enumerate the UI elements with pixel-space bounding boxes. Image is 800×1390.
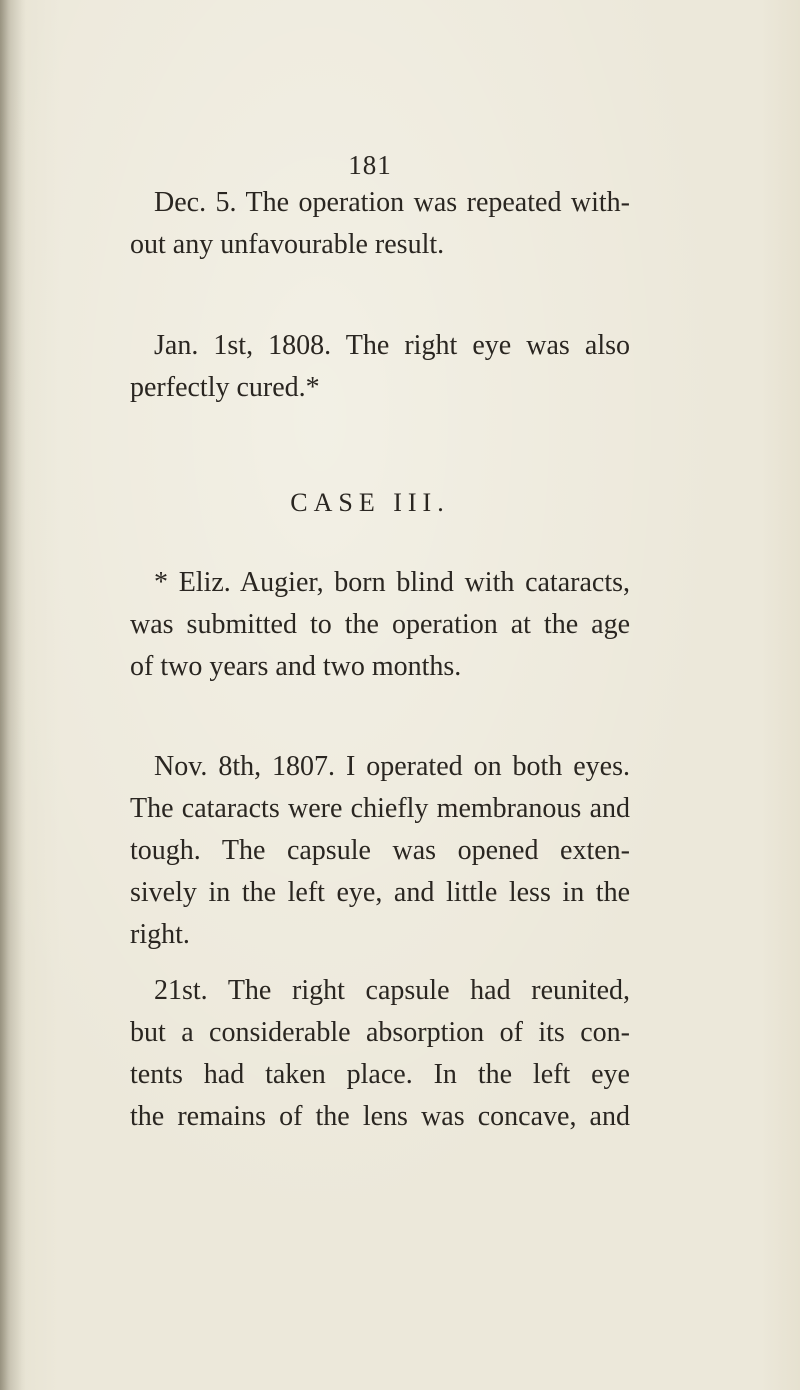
case-heading: CASE III. [290,488,450,517]
text-line: tents had taken place. In the left eye [130,1059,630,1090]
text-line: but a considerable absorption of its con- [130,1017,630,1048]
paragraph-nov-8th [130,746,630,956]
text-line: 21st. The right capsule had reunited, [154,975,630,1006]
text-line: * Eliz. Augier, born blind with cataracts, [154,567,630,598]
text-line: The cataracts were chiefly membranous and [130,793,630,824]
text-line: was submitted to the operation at the age [130,609,630,640]
text-line: sively in the left eye, and little less in the [130,877,630,908]
paragraph-eliz-augier [130,562,630,688]
text-line: Dec. 5. The operation was repeated with- [154,187,630,218]
text-line: perfectly cured.* [130,372,320,403]
text-line: Nov. 8th, 1807. I operated on both eyes. [154,751,630,782]
text-line: the remains of the lens was concave, and [130,1101,630,1132]
text-line: tough. The capsule was opened exten- [130,835,630,866]
text-line: right. [130,919,190,950]
paragraph-dec-5 [130,182,630,266]
paragraph-jan-1st [130,325,630,409]
text-line: Jan. 1st, 1808. The right eye was also [154,330,630,361]
text-line: out any unfavourable result. [130,229,445,260]
text-line: of two years and two months. [130,651,462,682]
binding-gutter-shadow [0,0,26,1390]
paragraph-21st [130,970,630,1138]
page-number: 181 [348,150,392,180]
